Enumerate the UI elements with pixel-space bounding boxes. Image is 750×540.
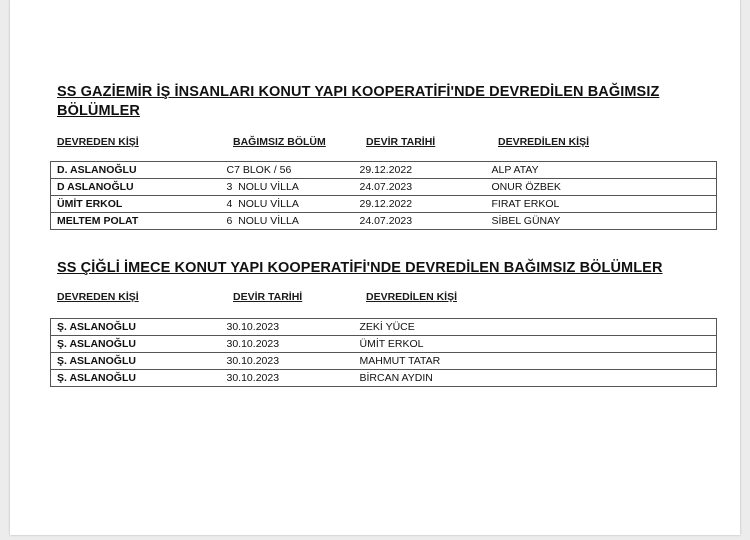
cell-devredilen: SİBEL GÜNAY [492,213,717,230]
table-row [51,179,717,196]
cell-devreden: Ş. ASLANOĞLU [51,319,227,336]
cell-devir-tarihi: 30.10.2023 [227,336,360,353]
s1-header-bagimsiz-bolum: BAĞIMSIZ BÖLÜM [233,136,326,148]
cell-devredilen: BİRCAN AYDIN [360,370,717,387]
cell-devredilen: ONUR ÖZBEK [492,179,717,196]
cell-bagimsiz-bolum: 4 NOLU VİLLA [227,196,360,213]
section1-table [50,161,717,230]
s2-header-devir-tarihi: DEVİR TARİHİ [233,291,303,303]
cell-bagimsiz-bolum: C7 BLOK / 56 [227,162,360,179]
cell-devredilen: ÜMİT ERKOL [360,336,717,353]
table-row [51,196,717,213]
cell-devir-tarihi: 30.10.2023 [227,319,360,336]
cell-devreden: D ASLANOĞLU [51,179,227,196]
cell-devredilen: ZEKİ YÜCE [360,319,717,336]
cell-bagimsiz-bolum: 6 NOLU VİLLA [227,213,360,230]
table-row [51,336,717,353]
cell-devreden: Ş. ASLANOĞLU [51,336,227,353]
section2-table [50,318,717,387]
table-row [51,319,717,336]
cell-devir-tarihi: 30.10.2023 [227,353,360,370]
table-row [51,162,717,179]
section1-title-line1: SS GAZİEMİR İŞ İNSANLARI KONUT YAPI KOOPERATİFİ'NDE DEVREDİLEN BAĞIMSIZ [57,84,660,100]
cell-devreden: D. ASLANOĞLU [51,162,227,179]
s1-header-devir-tarihi: DEVİR TARİHİ [366,136,436,148]
cell-devreden: Ş. ASLANOĞLU [51,370,227,387]
cell-devir-tarihi: 24.07.2023 [360,213,492,230]
cell-bagimsiz-bolum: 3 NOLU VİLLA [227,179,360,196]
document-page [10,0,740,535]
cell-devir-tarihi: 30.10.2023 [227,370,360,387]
s2-header-devredilen: DEVREDİLEN KİŞİ [366,291,458,303]
cell-devir-tarihi: 24.07.2023 [360,179,492,196]
s1-header-devreden: DEVREDEN KİŞİ [57,136,139,148]
cell-devredilen: ALP ATAY [492,162,717,179]
section2-title: SS ÇİĞLİ İMECE KONUT YAPI KOOPERATİFİ'NDE DEVREDİLEN BAĞIMSIZ BÖLÜMLER [57,260,663,276]
s2-header-devreden: DEVREDEN KİŞİ [57,291,139,303]
cell-devreden: MELTEM POLAT [51,213,227,230]
cell-devir-tarihi: 29.12.2022 [360,196,492,213]
cell-devreden: ÜMİT ERKOL [51,196,227,213]
section1-title-line2: BÖLÜMLER [57,103,140,119]
cell-devreden: Ş. ASLANOĞLU [51,353,227,370]
s1-header-devredilen: DEVREDİLEN KİŞİ [498,136,590,148]
cell-devir-tarihi: 29.12.2022 [360,162,492,179]
table-row [51,370,717,387]
cell-devredilen: FIRAT ERKOL [492,196,717,213]
table-row [51,213,717,230]
cell-devredilen: MAHMUT TATAR [360,353,717,370]
table-row [51,353,717,370]
